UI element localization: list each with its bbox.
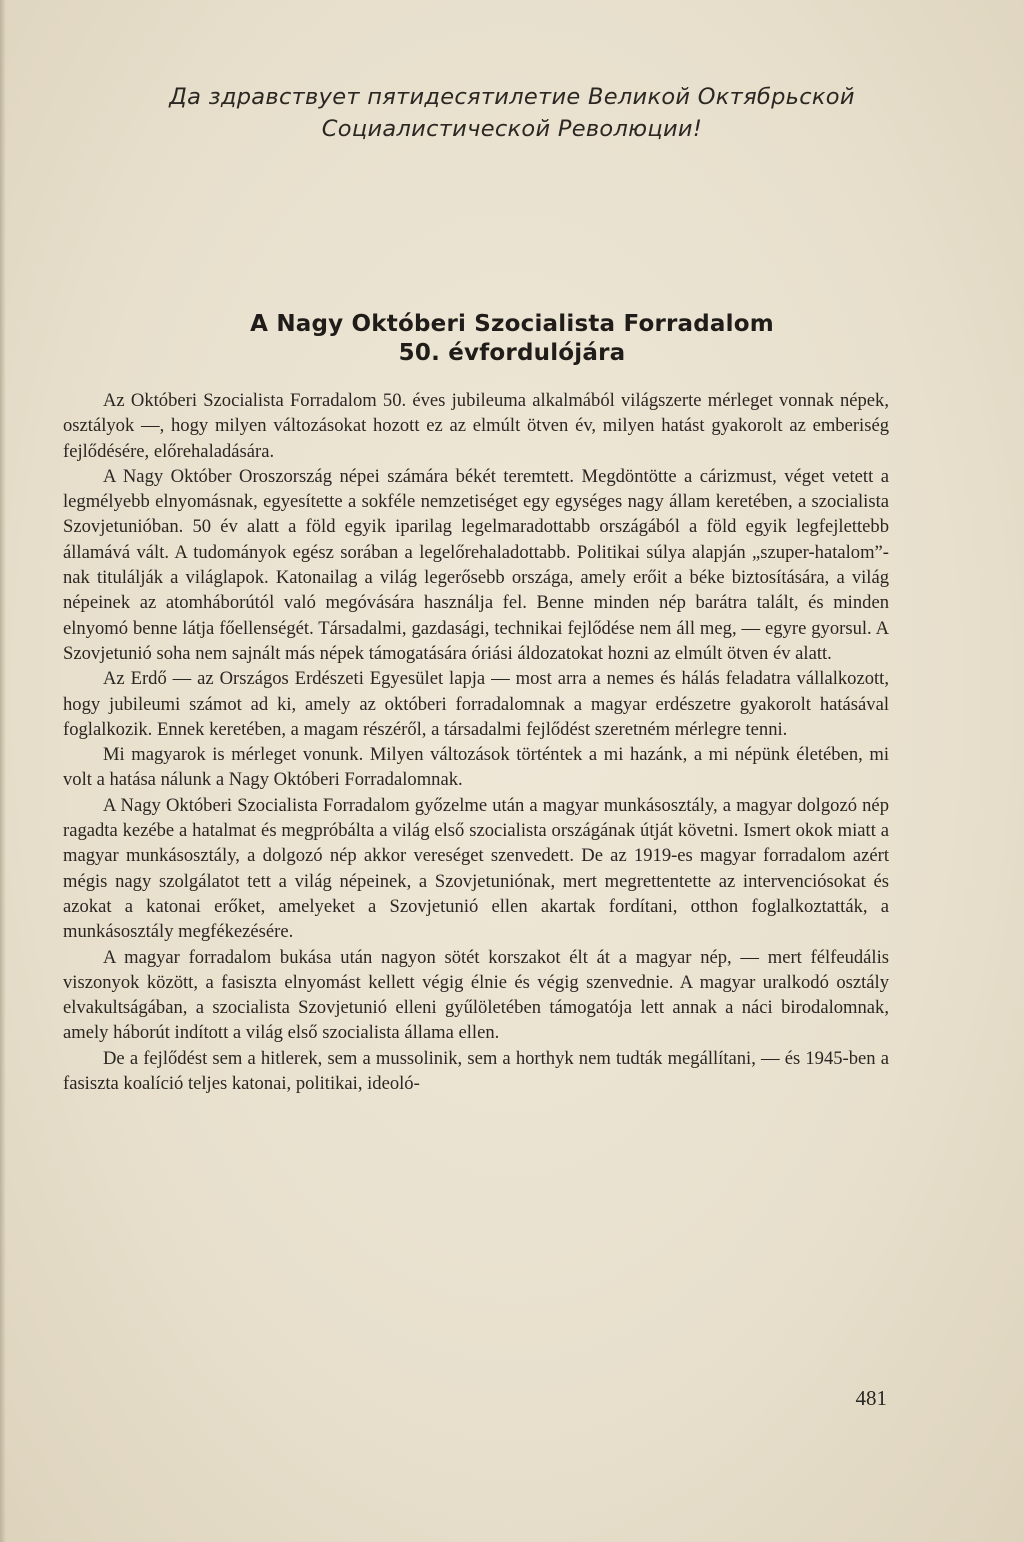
page-number: 481	[855, 1386, 887, 1410]
page-left-edge	[0, 0, 6, 1542]
paragraph-5: A Nagy Októberi Szocialista Forradalom győzelme után a magyar munkásosztály, a magyar dolgozó nép ragadta kezébe a hatalmat és megpróbálta a világ első szocialista országának útját követni. Ismert okok miatt a magyar munkásosztály, a dolgozó nép akkor vereséget szenvedett. De az 1919-es magyar forradalom azért mégis nagy szolgálatot tett a világ népeinek, a Szovjetuniónak, mert megrettentette az intervenciósokat és azokat a katonai erőket, amelyeket a Szovjetunió ellen akartak fordítani, otthon foglalkoztatták, a munkásosztály megfékezésére.	[63, 794, 889, 943]
article-body	[63, 388, 889, 1096]
paragraph-3: Az Erdő — az Országos Erdészeti Egyesület lapja — most arra a nemes és hálás feladatra vállalkozott, hogy jubileumi számot ad ki, amely az októberi forradalomnak a magyar erdészetre gyakorolt hatásával foglalkozik. Ennek keretében, a magam részéről, a társadalmi fejlődést szeretném mérlegre tenni.	[63, 668, 889, 740]
article-title: A Nagy Októberi Szocialista Forradalom	[250, 311, 774, 337]
paragraph-7: De a fejlődést sem a hitlerek, sem a mussolinik, sem a horthyk nem tudták megállítani, — és 1945-ben a fasiszta koalíció teljes katonai, politikai, ideoló-	[63, 1047, 889, 1095]
motto-line-1: Да здравствует пятидесятилетие Великой Октябрьской	[169, 84, 855, 110]
paragraph-6: A magyar forradalom bukása után nagyon sötét korszakot élt át a magyar nép, — mert félfeudális viszonyok között, a fasiszta elnyomást kellett végig élnie és végig szenvednie. A magyar uralkodó osztály elvakultságában, a szocialista Szovjetunió elleni gyűlöletében támogatója lett annak a náci birodalomnak, amely háborút indított a világ első szocialista állama ellen.	[63, 946, 889, 1044]
paragraph-4: Mi magyarok is mérleget vonunk. Milyen változások történtek a mi hazánk, a mi népünk életében, mi volt a hatása nálunk a Nagy Októberi Forradalomnak.	[63, 744, 889, 791]
article-subtitle: 50. évfordulójára	[398, 340, 626, 366]
motto-line-2: Социалистической Революции!	[321, 116, 703, 142]
paragraph-1: Az Októberi Szocialista Forradalom 50. éves jubileuma alkalmából világszerte mérleget vonnak népek, osztályok —, hogy milyen változásokat hozott ez az elmúlt ötven év, milyen hatást gyakorolt az emberiség fejlődésére, előrehaladására.	[63, 390, 889, 462]
paragraph-2: A Nagy Október Oroszország népei számára békét teremtett. Megdöntötte a cárizmust, véget vetett a legmélyebb elnyomásnak, egyesítette a sokféle nemzetiséget egy egységes nagy állam keretében, a szocialista Szovjetunióban. 50 év alatt a föld egyik iparilag legelmaradottabb országából a föld egyik legfejlettebb államává vált. A tudományok egész sorában a legelőrehaladottabb. Politikai súlya alapján „szuper-hatalom”-nak titulálják a világlapok. Katonailag a világ legerősebb országa, amely erőit a béke biztosítására, a világ népeinek az atomháborútól való megóvására használja fel. Benne minden nép barátra talált, és minden elnyomó benne látja főellenségét. Társadalmi, gazdasági, technikai fejlődése nem áll meg, — egyre gyorsul. A Szovjetunió soha nem sajnált más népek támogatására óriási áldozatokat hozni az elmúlt ötven év alatt.	[63, 465, 889, 664]
